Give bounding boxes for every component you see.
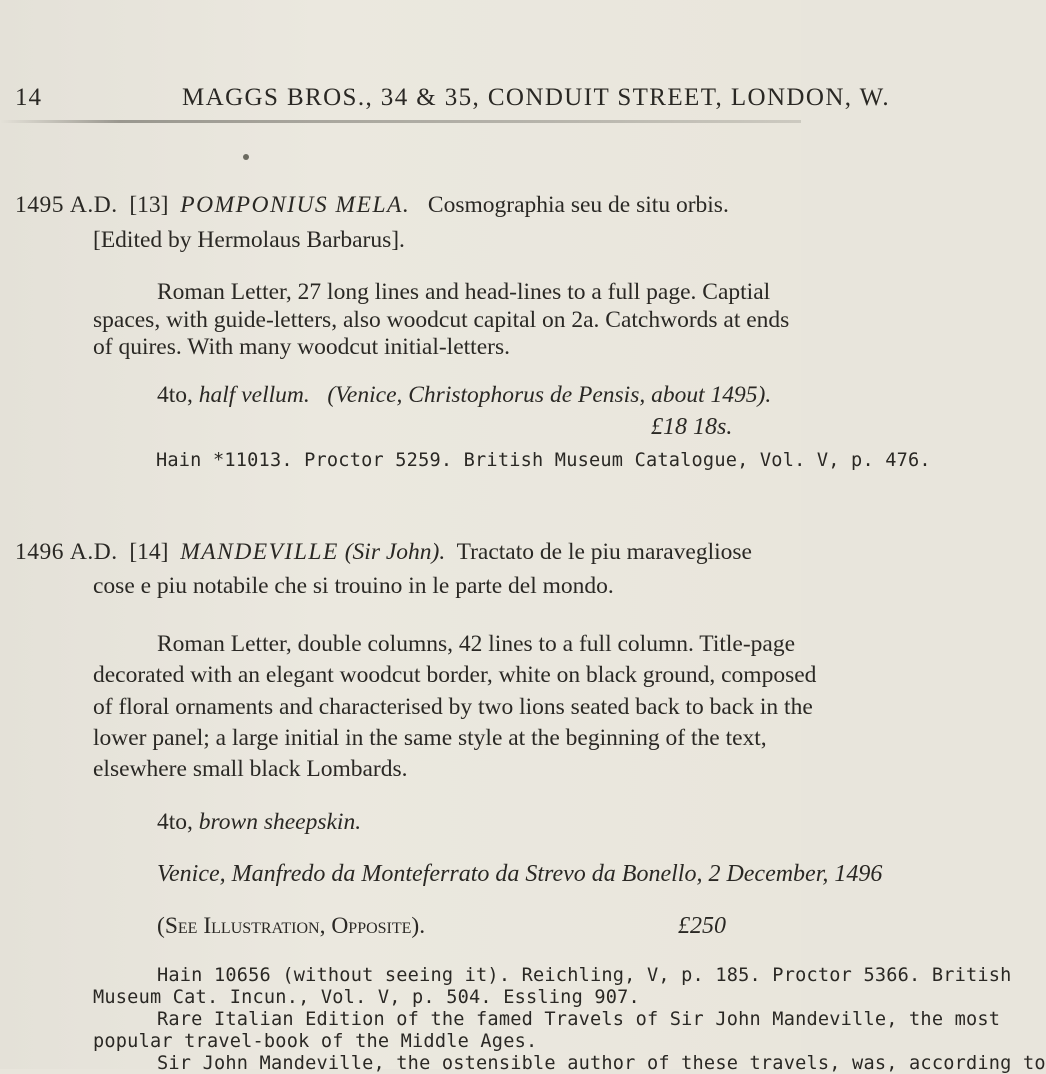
- entry-1496-desc-line: decorated with an elegant woodcut border, white on black ground, composed: [93, 662, 817, 688]
- entry-1496-desc-line: of floral ornaments and characterised by two lions seated back to back in the: [93, 694, 813, 720]
- entry-1496-imprint: Venice, Manfredo da Monteferrato da Strevo da Bonello, 2 December, 1496: [157, 861, 883, 887]
- entry-1495-format-line: [157, 382, 771, 409]
- entry-1495-date-label: A.D.: [69, 192, 118, 218]
- entry-1496-price: £250: [678, 913, 726, 939]
- entry-1496-format-line: [157, 809, 361, 836]
- entry-1496-note-line: Museum Cat. Incun., Vol. V, p. 504. Essling 907.: [93, 987, 640, 1008]
- entry-1495-heading: [15, 192, 729, 219]
- entry-1495-price: £18 18s.: [651, 414, 733, 440]
- entry-1495-desc-line: spaces, with guide-letters, also woodcut capital on 2a. Catchwords at ends: [93, 307, 790, 333]
- entry-1496-note-line: Rare Italian Edition of the famed Travels of Sir John Mandeville, the most: [157, 1009, 1001, 1030]
- entry-1495-number: [13]: [129, 192, 169, 218]
- entry-1495-author: POMPONIUS MELA.: [180, 192, 411, 218]
- entry-1495-imprint: (Venice, Christophorus de Pensis, about 1495).: [327, 382, 772, 408]
- entry-1496-format: 4to,: [157, 809, 193, 835]
- entry-1495-binding: half vellum.: [198, 382, 310, 408]
- entry-1496-desc-line: Roman Letter, double columns, 42 lines to a full column. Title-page: [157, 631, 796, 657]
- entry-1496-title: Tractato de le piu maravegliose: [456, 539, 752, 565]
- running-head: MAGGS BROS., 34 & 35, CONDUIT STREET, LONDON, W.: [182, 84, 890, 111]
- entry-1495-desc-line: of quires. With many woodcut initial-letters.: [93, 334, 510, 360]
- page-header: [0, 84, 890, 120]
- entry-1496-note-line: Sir John Mandeville, the ostensible author of these travels, was, according to: [157, 1053, 1046, 1074]
- entry-1496-desc-line: elsewhere small black Lombards.: [93, 756, 408, 782]
- entry-1496-note-line: Hain 10656 (without seeing it). Reichling, V, p. 185. Proctor 5366. British: [157, 965, 1012, 986]
- entry-1496-note-line: popular travel-book of the Middle Ages.: [93, 1031, 538, 1052]
- entry-1496-heading: [15, 539, 752, 566]
- entry-1496-title-line2: cose e piu notabile che si trouino in le parte del mondo.: [93, 573, 614, 599]
- entry-1496-desc-line: lower panel; a large initial in the same style at the beginning of the text,: [93, 725, 767, 751]
- entry-1495-desc-line: Roman Letter, 27 long lines and head-lines to a full page. Captial: [157, 279, 771, 305]
- entry-1495-editor: [Edited by Hermolaus Barbarus].: [93, 227, 405, 253]
- header-rule: [0, 120, 801, 123]
- entry-1496-author-name: (Sir John).: [344, 539, 446, 565]
- page-number: 14: [15, 84, 42, 111]
- ink-speck: [243, 154, 249, 160]
- entry-1496-number: [14]: [129, 539, 169, 565]
- entry-1496-year: 1496: [15, 539, 64, 565]
- entry-1495-format: 4to,: [157, 382, 193, 408]
- entry-1496-binding: brown sheepskin.: [198, 809, 362, 835]
- entry-1496-illustration-note: (See Illustration, Opposite).: [157, 913, 426, 939]
- entry-1495-references: Hain *11013. Proctor 5259. British Museum Catalogue, Vol. V, p. 476.: [156, 450, 931, 471]
- entry-1495-year: 1495: [15, 192, 64, 218]
- entry-1495-title: Cosmographia seu de situ orbis.: [427, 192, 729, 218]
- entry-1496-date-label: A.D.: [69, 539, 118, 565]
- entry-1496-author: MANDEVILLE: [180, 539, 339, 565]
